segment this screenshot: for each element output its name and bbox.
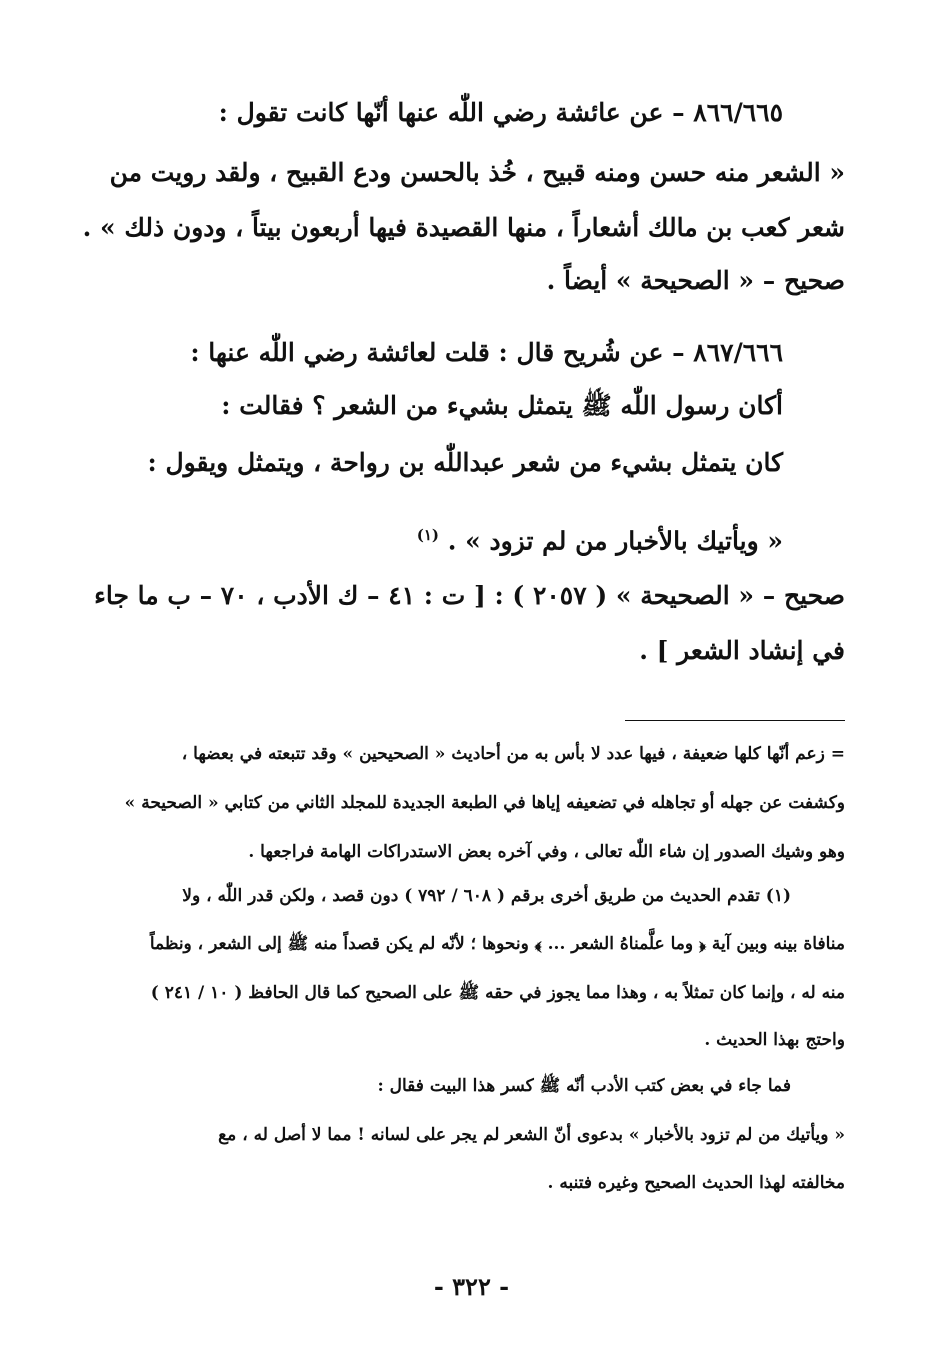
- hadith-665-text-line: شعر كعب بن مالك أشعاراً ، منها القصيدة فيها أربعون بيتاً ، ودون ذلك » .: [82, 213, 845, 242]
- hadith-665-text-line: « الشعر منه حسن ومنه قبيح ، خُذ بالحسن ودع القبيح ، ولقد رويت من: [109, 158, 845, 187]
- hadith-666-heading: ٨٦٧/٦٦٦ – عن شُريح قال : قلت لعائشة رضي اللّٰه عنها :: [190, 338, 783, 367]
- footnote-marker: (١): [416, 526, 440, 544]
- hadith-666-text-line: أكان رسول اللّٰه ﷺ يتمثل بشيء من الشعر ؟ فقالت :: [221, 391, 783, 420]
- footnote-continuation-line: وكشفت عن جهله أو تجاهله في تضعيفه إياها في الطبعة الجديدة للمجلد الثاني من كتابي « الصحيحة »: [124, 793, 845, 813]
- footnote-1-line: منه له ، وإنما كان تمثلاً به ، وهذا مما يجوز في حقه ﷺ على الصحيح كما قال الحافظ ( ١٠ / ٢٤١ ): [150, 983, 845, 1003]
- hadith-665-heading: ٨٦٦/٦٦٥ – عن عائشة رضي اللّٰه عنها أنّها كانت تقول :: [218, 98, 783, 127]
- footnote-1-line: « ويأتيك من لم تزود بالأخبار » بدعوى أنّ الشعر لم يجر على لسانه ! مما لا أصل له ، مع: [218, 1125, 845, 1145]
- footnote-1-line: منافاة بينه وبين آية ﴿ وما علَّمناهُ الشعر ... ﴾ ونحوها ؛ لأنّه لم يكن قصداً منه ﷺ إلى الشعر ، ونظماً: [149, 934, 845, 954]
- footnote-1-line: مخالفته لهذا الحديث الصحيح وغيره فتنبه .: [547, 1173, 845, 1193]
- page-number: - ٣٢٢ -: [433, 1272, 510, 1301]
- footnote-continuation-line: = زعم أنّها كلها ضعيفة ، فيها عدد لا بأس به من أحاديث « الصحيحين » وقد تتبعته في بعضها ،: [181, 744, 845, 764]
- footnote-1-line: واحتج بهذا الحديث .: [704, 1030, 845, 1050]
- hadith-666-verse: [78, 526, 783, 556]
- footnote-separator: [625, 720, 845, 721]
- hadith-666-grading: صحيح – « الصحيحة » ( ٢٠٥٧ ) : [ ت : ٤١ – ك الأدب ، ٧٠ – ب ما جاء: [94, 581, 845, 610]
- hadith-666-text-line: كان يتمثل بشيء من شعر عبداللّٰه بن رواحة ، ويتمثل ويقول :: [147, 448, 783, 477]
- hadith-665-grading: صحيح – « الصحيحة » أيضاً .: [546, 266, 845, 295]
- footnote-1-line: (١) تقدم الحديث من طريق أخرى برقم ( ٦٠٨ / ٧٩٢ ) دون قصد ، ولكن قدر اللّٰه ، ولا: [182, 886, 791, 906]
- footnote-1-line: فما جاء في بعض كتب الأدب أنّه ﷺ كسر هذا البيت فقال :: [377, 1076, 791, 1096]
- hadith-666-grading: في إنشاد الشعر ] .: [639, 636, 845, 665]
- verse-text: « ويأتيك بالأخبار من لم تزود » .: [447, 526, 783, 556]
- footnote-continuation-line: وهو وشيك الصدور إن شاء اللّٰه تعالى ، وفي آخره بعض الاستدراكات الهامة فراجعها .: [248, 842, 845, 862]
